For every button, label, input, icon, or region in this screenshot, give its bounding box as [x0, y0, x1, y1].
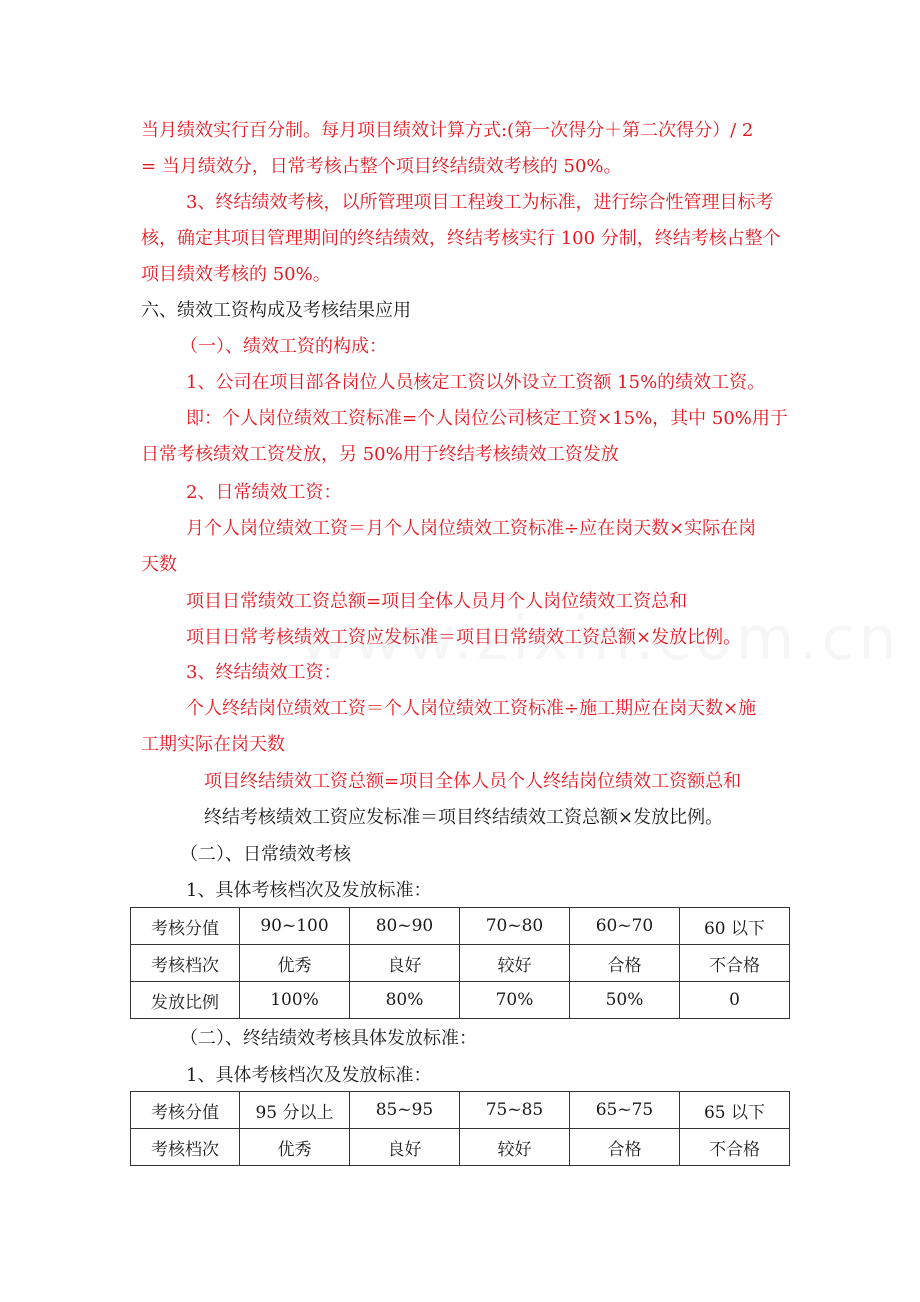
text-line: 1、公司在项目部各岗位人员核定工资以外设立工资额 15%的绩效工资。 — [186, 372, 766, 393]
table-cell: 95 分以上 — [240, 1092, 350, 1129]
text-line: 3、终结绩效考核，以所管理项目工程竣工为标准，进行综合性管理目标考 — [186, 192, 774, 213]
table-cell: 合格 — [570, 945, 680, 982]
text-line: 月个人岗位绩效工资＝月个人岗位绩效工资标准÷应在岗天数×实际在岗 — [186, 518, 757, 539]
table-cell: 考核档次 — [131, 945, 240, 982]
final-assessment-table — [130, 1091, 790, 1166]
text-line: 即：个人岗位绩效工资标准=个人岗位公司核定工资×15%，其中 50%用于 — [186, 408, 788, 429]
text-line: 日常考核绩效工资发放，另 50%用于终结考核绩效工资发放 — [141, 444, 619, 465]
table-cell: 50% — [570, 982, 680, 1019]
table-cell: 优秀 — [240, 1129, 350, 1166]
table-cell: 70~80 — [460, 908, 570, 945]
table-row — [131, 1129, 790, 1166]
text-line: 项目绩效考核的 50%。 — [141, 264, 331, 285]
text-line: 项目日常考核绩效工资应发标准＝项目日常绩效工资总额×发放比例。 — [186, 627, 742, 648]
text-line: 当月绩效实行百分制。每月项目绩效计算方式:(第一次得分＋第二次得分）/ 2 — [141, 120, 754, 141]
table-cell: 90~100 — [240, 908, 350, 945]
text-line: 天数 — [141, 554, 177, 575]
table-cell: 合格 — [570, 1129, 680, 1166]
table-cell: 80% — [350, 982, 460, 1019]
table-cell: 65 以下 — [680, 1092, 790, 1129]
text-line: 1、具体考核档次及发放标准： — [186, 880, 432, 901]
table-cell: 100% — [240, 982, 350, 1019]
text-line: 终结考核绩效工资应发标准＝项目终结绩效工资总额×发放比例。 — [204, 807, 724, 828]
table-cell: 60 以下 — [680, 908, 790, 945]
table-cell: 80~90 — [350, 908, 460, 945]
table-cell: 0 — [680, 982, 790, 1019]
table-cell: 良好 — [350, 945, 460, 982]
table-cell: 不合格 — [680, 1129, 790, 1166]
table-cell: 考核分值 — [131, 1092, 240, 1129]
table-cell: 85~95 — [350, 1092, 460, 1129]
table-cell: 75~85 — [460, 1092, 570, 1129]
text-line: 项目终结绩效工资总额=项目全体人员个人终结岗位绩效工资额总和 — [204, 771, 742, 792]
text-line: 项目日常绩效工资总额=项目全体人员月个人岗位绩效工资总和 — [186, 591, 688, 612]
table-row — [131, 982, 790, 1019]
subsection-heading: （二）、日常绩效考核 — [180, 844, 351, 865]
table-cell: 70% — [460, 982, 570, 1019]
table-row — [131, 908, 790, 945]
table-cell: 较好 — [460, 945, 570, 982]
text-line: 个人终结岗位绩效工资＝个人岗位绩效工资标准÷施工期应在岗天数×施 — [186, 698, 757, 719]
text-line: 1、具体考核档次及发放标准： — [186, 1065, 432, 1086]
table-cell: 65~75 — [570, 1092, 680, 1129]
table-cell: 不合格 — [680, 945, 790, 982]
table-cell: 60~70 — [570, 908, 680, 945]
text-line: 核，确定其项目管理期间的终结绩效，终结考核实行 100 分制，终结考核占整个 — [141, 228, 781, 249]
table-cell: 考核档次 — [131, 1129, 240, 1166]
daily-assessment-table — [130, 907, 790, 1019]
section-heading: 六、绩效工资构成及考核结果应用 — [141, 300, 411, 321]
table-cell: 良好 — [350, 1129, 460, 1166]
text-line: 工期实际在岗天数 — [141, 734, 285, 755]
subsection-heading: （二）、终结绩效考核具体发放标准： — [180, 1028, 477, 1049]
text-line: 2、日常绩效工资： — [186, 482, 342, 503]
text-line: = 当月绩效分，日常考核占整个项目终结绩效考核的 50%。 — [141, 156, 622, 177]
table-cell: 较好 — [460, 1129, 570, 1166]
table-row — [131, 1092, 790, 1129]
table-cell: 考核分值 — [131, 908, 240, 945]
text-line: 3、终结绩效工资： — [186, 662, 342, 683]
table-cell: 发放比例 — [131, 982, 240, 1019]
table-row — [131, 945, 790, 982]
subsection-heading: （一）、绩效工资的构成： — [180, 336, 387, 357]
table-cell: 优秀 — [240, 945, 350, 982]
